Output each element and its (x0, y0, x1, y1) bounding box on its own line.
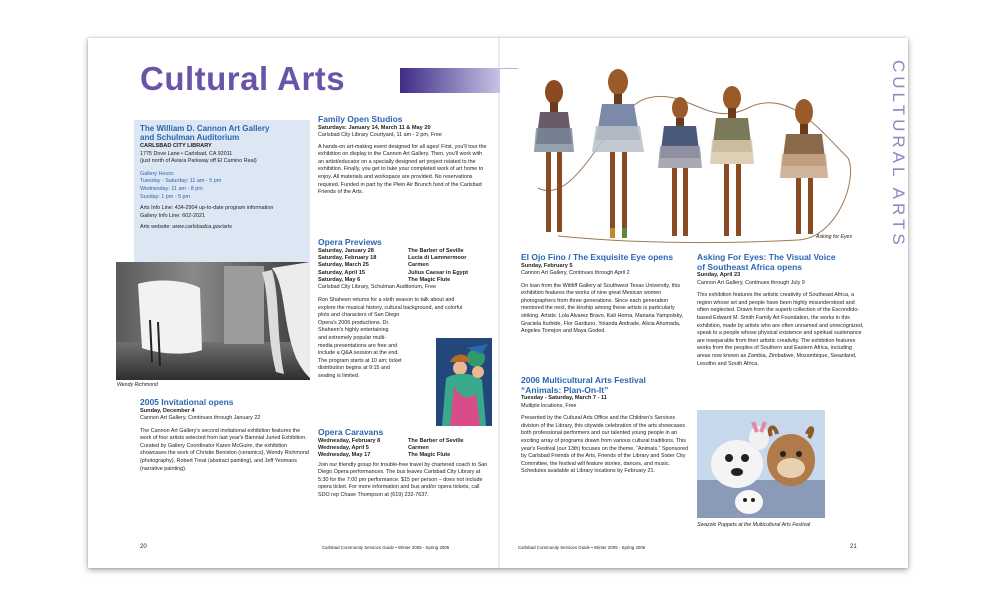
caravan-date: Wednesday, April 5 (318, 444, 369, 451)
page-number-left: 20 (140, 544, 147, 550)
opera-caravans-body: Join our friendly group for trouble-free travel by chartered coach to San Diego Opera performances. The bus leaves Carlsbad City Library at 5:30 for the 7:00 pm performance. $15 per person – does not include opera ticket. For more information and bus and/or opera tickets, call SDO rep Chase Thompson at (619) 232-7637. (318, 461, 488, 499)
page-gutter (498, 38, 500, 568)
opera-previews-heading: Opera Previews (318, 237, 382, 247)
body-line: Opera's 2006 productions. Dr. (318, 319, 390, 326)
invitational-body: The Cannon Art Gallery's second invitational exhibition features the work of four artists selected from last year's Biennial Juried Exhibition. Curated by Gallery Coordinator Karen McGuire, the exhibition showcases the work of Christie Beniston (ceramics), Wendy Richmond (photography), Robert Treat (abstract painting), and Jeff Yeomans (narrative painting). (140, 427, 309, 472)
website-label: Arts website: (140, 224, 171, 231)
festival-body: Presented by the Cultural Arts Office and the Children's Services division of the Library, this citywide celebration of the arts showcases both professional performers and our talented young people in an exciting array of programs drawn from various cultural traditions. This year's Festival (our 13th) focuses on the theme, “Animals.” Sponsored by Carlsbad Friends of the Arts, Friends of the Library and Sister City Committee, the festival will feature stories, dances, and music. Schedules available at Library locations by February 21. (521, 415, 689, 475)
preview-date: Saturday, May 6 (318, 277, 361, 284)
caravan-opera: Carmen (408, 444, 429, 451)
asking-for-eyes-photo (518, 68, 868, 248)
footer-left-text: Carlsbad Community Services Guide • Winter 2005 - Spring 2006 (322, 545, 450, 550)
body-line: distribution begins at 9:15 and (318, 365, 390, 372)
preview-date: Saturday, February 18 (318, 254, 377, 261)
gallery-title-line1: The William D. Cannon Art Gallery (140, 124, 270, 133)
side-title: CULTURAL ARTS (889, 60, 908, 249)
invitational-venue: Cannon Art Gallery, Continues through January 22 (140, 415, 261, 422)
swazzle-puppets-photo (697, 410, 825, 518)
gallery-info-box (134, 120, 310, 266)
invitational-section (140, 398, 310, 473)
asking-photo-caption: Asking for Eyes (816, 234, 853, 240)
opera-previews-dates (318, 248, 408, 285)
gallery-directions: (just north of Aviara Parkway off El Camino Real) (140, 158, 257, 165)
el-ojo-section (521, 253, 691, 336)
preview-date: Saturday, April 15 (318, 269, 365, 276)
preview-date: Saturday, January 28 (318, 247, 374, 254)
el-ojo-heading: El Ojo Fino / The Exquisite Eye opens (521, 252, 674, 262)
swazzle-photo-caption: Swazzle Puppets at the Multicultural Arts Festival (697, 522, 811, 528)
arts-info-line: Arts Info Line: 434-2904 up-to-date program information (140, 205, 274, 212)
caravan-opera: The Magic Flute (408, 452, 451, 459)
opera-performers-photo (436, 338, 492, 426)
preview-opera: Julius Caesar in Egypt (408, 269, 468, 276)
hours-line: Sunday: 1 pm - 5 pm (140, 193, 191, 200)
website-link[interactable]: www.carlsbadca.gov/arts (172, 224, 232, 231)
hours-line: Wednesday: 11 am - 8 pm (140, 185, 203, 192)
preview-opera: Lucia di Lammermoor (408, 254, 467, 261)
festival-heading-line1: 2006 Multicultural Arts Festival (521, 375, 646, 385)
body-line: and extremely popular multi- (318, 335, 387, 342)
body-line: plots and characters of San Diego (318, 312, 400, 319)
family-studios-venue: Carlsbad City Library Courtyard, 11 am - 2 pm, Free (318, 132, 442, 139)
invitational-heading: 2005 Invitational opens (140, 397, 234, 407)
family-studios-heading: Family Open Studios (318, 114, 403, 124)
page-number-right: 21 (850, 544, 857, 550)
footer-right-text: Carlsbad Community Services Guide • Winter 2005 - Spring 2006 (518, 545, 646, 550)
body-line: The program starts at 10 am; ticket (318, 357, 402, 364)
opera-previews-table (318, 248, 490, 285)
asking-eyes-date: Sunday, April 23 (697, 272, 741, 278)
body-line: media presentations are free and (318, 342, 398, 349)
asking-eyes-heading-line2: of Southeast Africa opens (697, 261, 803, 272)
opera-caravans-dates (318, 438, 408, 460)
el-ojo-date: Sunday, February 5 (521, 262, 573, 269)
preview-opera: Carmen (408, 262, 429, 269)
asking-eyes-heading-line1: Asking For Eyes: The Visual Voice (697, 252, 836, 262)
family-studios-body: A hands-on art-making event designed for all ages! First, you'll tour the exhibition on display in the Cannon Art Gallery. Then, you'll work with an artist/educator on a specially designed art project related to the exhibition. Finally, you get to take your completed work of art home to enjoy. All materials and workspace are provided. No reservations required. Funded in part by the Plein Air Brunch fund of the Carlsbad Friends of the Arts. (318, 143, 487, 196)
opera-previews-titles (408, 248, 468, 285)
opera-previews-venue: Carlsbad City Library, Schulman Auditorium, Free (318, 284, 436, 291)
gallery-info-line: Gallery Info Line: 602-2021 (140, 212, 206, 219)
festival-section (521, 376, 691, 476)
opera-caravans-table (318, 438, 490, 460)
festival-venue: Multiple locations, Free (521, 402, 577, 409)
preview-date: Saturday, March 25 (318, 262, 369, 269)
body-line: explore the musical history, cultural background, and colorful (318, 304, 463, 311)
preview-opera: The Magic Flute (408, 277, 451, 284)
invitational-date: Sunday, December 4 (140, 407, 195, 414)
opera-caravans-heading: Opera Caravans (318, 427, 384, 437)
caravan-date: Wednesday, February 8 (318, 437, 381, 444)
title-gradient-bar (400, 68, 500, 93)
gallery-address: 1775 Dove Lane • Carlsbad, CA 92011 (140, 150, 233, 157)
body-line: include a Q&A session at the end. (318, 350, 399, 357)
el-ojo-body: On loan from the Wittliff Gallery at Southwest Texas University, this exhibition features the works of nine great Mexican women photographers from three generations. Since each generation mentored the next, the kinship among these artists is particularly striking. Artists: Lola Alvarez Bravo, Kati Horna, Mariana Yampolsky, Graciela Iturbide, Flor Garduno, Yolanda Andrade, Alicia Ahumada, Angeles Torrejon and Maya Goded. (521, 282, 684, 335)
opera-caravans-section (318, 428, 490, 500)
brochure-spread (88, 38, 908, 568)
caravan-opera: The Barber of Seville (408, 437, 464, 444)
asking-eyes-body: This exhibition features the artistic creativity of Southeast Africa, a region whose art and people have been highly misunderstood and often neglected. Drawn from the superb collection of the Escondido-based Edward M. Smith Family Art Foundation, the works in this exhibition, made by artists who are often unnamed and unrecognized, speak to a people whose physical existence and spiritual sustenance are inseparable from their artistic creativity. The exhibition features works from the peoples of Southern and Eastern Africa, including areas now known as Zambia, Zimbabwe, Mozambique, Swaziland, Lesotho and South Africa. (697, 292, 864, 367)
page-title: Cultural Arts (140, 60, 346, 97)
festival-date: Tuesday - Saturday, March 7 - 11 (521, 395, 607, 401)
library-name: CARLSBAD CITY LIBRARY (140, 143, 212, 149)
family-studios-section (318, 115, 488, 197)
el-ojo-venue: Cannon Art Gallery, Continues through April 2 (521, 270, 630, 277)
caravan-date: Wednesday, May 17 (318, 452, 371, 459)
opera-caravans-titles (408, 438, 464, 460)
asking-eyes-venue: Cannon Art Gallery, Continues through July 9 (697, 279, 805, 286)
body-line: seating is limited. (318, 372, 360, 379)
gallery-title-line2: and Schulman Auditorium (140, 133, 240, 142)
festival-heading-line2: “Animals: Plan-On-It” (521, 384, 609, 395)
website-line (140, 224, 304, 232)
body-line: Ron Shaheen returns for a sixth season to talk about and (318, 297, 455, 304)
hours-label: Gallery Hours: (140, 170, 175, 177)
preview-opera: The Barber of Seville (408, 247, 464, 254)
hours-line: Tuesday - Saturday: 11 am - 5 pm (140, 178, 222, 185)
body-line: Shaheen's highly entertaining (318, 327, 389, 334)
family-studios-dates: Saturdays: January 14, March 11 & May 20 (318, 124, 431, 131)
wendy-photo-caption: Wendy Richmond (117, 382, 158, 388)
asking-eyes-section (697, 253, 865, 368)
wendy-richmond-photo (116, 262, 310, 380)
